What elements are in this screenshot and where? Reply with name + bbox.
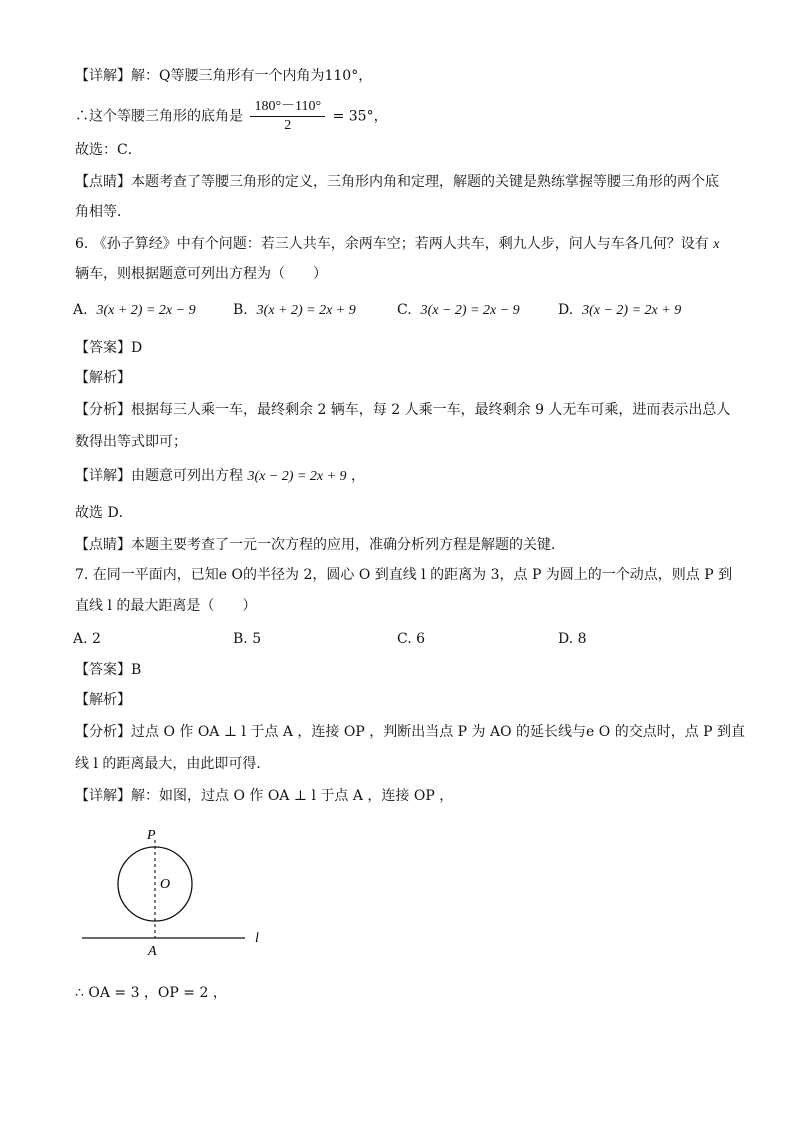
fraction	[250, 98, 325, 135]
q7-option-b	[233, 629, 261, 649]
label-l: l	[255, 931, 259, 946]
answer-7: 【答案】B	[75, 662, 142, 678]
analysis-6-line-1: 【分析】根据每三人乘一车，最终剩余 2 辆车，每 2 人乘一车，最终剩余 9 人无车可乘，进而表示出总人	[75, 402, 731, 418]
question-6-line-1	[75, 234, 719, 255]
q6-option-a-text: 3(x + 2) = 2x − 9	[96, 303, 196, 318]
question-6-text: 6. 《孙子算经》中有个问题：若三人共车，余两车空；若两人共车，剩九人步，问人与车各几何？设有	[75, 236, 709, 252]
detail-6-prefix: 【详解】由题意可列出方程	[75, 468, 243, 484]
q7-option-c-text: 6	[416, 631, 426, 647]
text-line-2	[75, 98, 388, 135]
q7-option-c	[397, 629, 425, 649]
q7-option-a-label: A.	[73, 631, 88, 647]
q7-option-b-text: 5	[252, 631, 262, 647]
q7-option-d	[558, 629, 587, 649]
q6-option-d	[558, 300, 681, 321]
question-6-variable: x	[713, 237, 720, 252]
text-line-3: 故选：C．	[75, 142, 142, 158]
analysis-6-heading: 【解析】	[75, 370, 131, 386]
detail-6	[75, 466, 365, 487]
comment-6: 【点睛】本题主要考查了一元一次方程的应用，准确分析列方程是解题的关键．	[75, 537, 565, 553]
answer-6: 【答案】D	[75, 340, 143, 356]
analysis-6-line-2: 数得出等式即可；	[75, 434, 187, 450]
q6-option-a-label: A.	[73, 302, 88, 318]
circle-line-diagram	[75, 822, 275, 962]
q6-option-a	[73, 300, 196, 321]
q7-option-a-text: 2	[92, 631, 101, 647]
question-6-line-2: 辆车，则根据题意可列出方程为（ ）	[75, 266, 327, 282]
q7-option-b-label: B.	[233, 631, 248, 647]
analysis-7-heading: 【解析】	[75, 692, 131, 708]
label-p: P	[147, 828, 156, 843]
question-7-line-2: 直线 l 的最大距离是（ ）	[75, 598, 257, 614]
q6-option-b-label: B.	[233, 302, 248, 318]
q6-option-c	[397, 300, 520, 321]
label-a: A	[148, 944, 157, 959]
q6-option-c-text: 3(x − 2) = 2x − 9	[420, 303, 520, 318]
text-line-1: 【详解】解：Q等腰三角形有一个内角为110°，	[75, 68, 373, 84]
detail-6-suffix: ，	[351, 468, 365, 484]
text-line-4: 【点睛】本题考查了等腰三角形的定义，三角形内角和定理，解题的关键是熟练掌握等腰三角形的两个底	[75, 174, 719, 190]
fraction-denominator: 2	[284, 118, 292, 133]
q7-option-a	[73, 629, 101, 649]
analysis-7-line-2: 线 l 的距离最大，由此即可得．	[75, 756, 271, 772]
fraction-numerator: 180°－110°	[250, 98, 325, 117]
q6-option-d-text: 3(x − 2) = 2x + 9	[582, 303, 682, 318]
q6-option-d-label: D.	[558, 302, 574, 318]
q6-option-c-label: C.	[397, 302, 412, 318]
label-o: O	[160, 877, 171, 892]
choice-6: 故选 D．	[75, 505, 133, 521]
final-line: ∴ OA = 3 ，OP = 2 ，	[75, 985, 227, 1001]
detail-7: 【详解】解：如图，过点 O 作 OA ⊥ l 于点 A ，连接 OP ，	[75, 788, 454, 804]
text-line-2-suffix: = 35°，	[332, 108, 388, 125]
analysis-7-line-1: 【分析】过点 O 作 OA ⊥ l 于点 A ，连接 OP ，判断出当点 P 为 AO 的延长线与e O 的交点时，点 P 到直	[75, 724, 746, 740]
detail-6-equation: 3(x − 2) = 2x + 9	[247, 469, 347, 484]
q7-option-c-label: C.	[397, 631, 412, 647]
q6-option-b-text: 3(x + 2) = 2x + 9	[256, 303, 356, 318]
text-line-5: 角相等．	[75, 204, 131, 220]
q7-option-d-text: 8	[577, 631, 587, 647]
text-line-2-prefix: ∴这个等腰三角形的底角是	[75, 108, 243, 125]
q6-option-b	[233, 300, 356, 321]
question-7-line-1: 7. 在同一平面内，已知e O的半径为 2，圆心 O 到直线 l 的距离为 3，点 P 为圆上的一个动点，则点 P 到	[75, 567, 733, 583]
q7-option-d-label: D.	[558, 631, 574, 647]
